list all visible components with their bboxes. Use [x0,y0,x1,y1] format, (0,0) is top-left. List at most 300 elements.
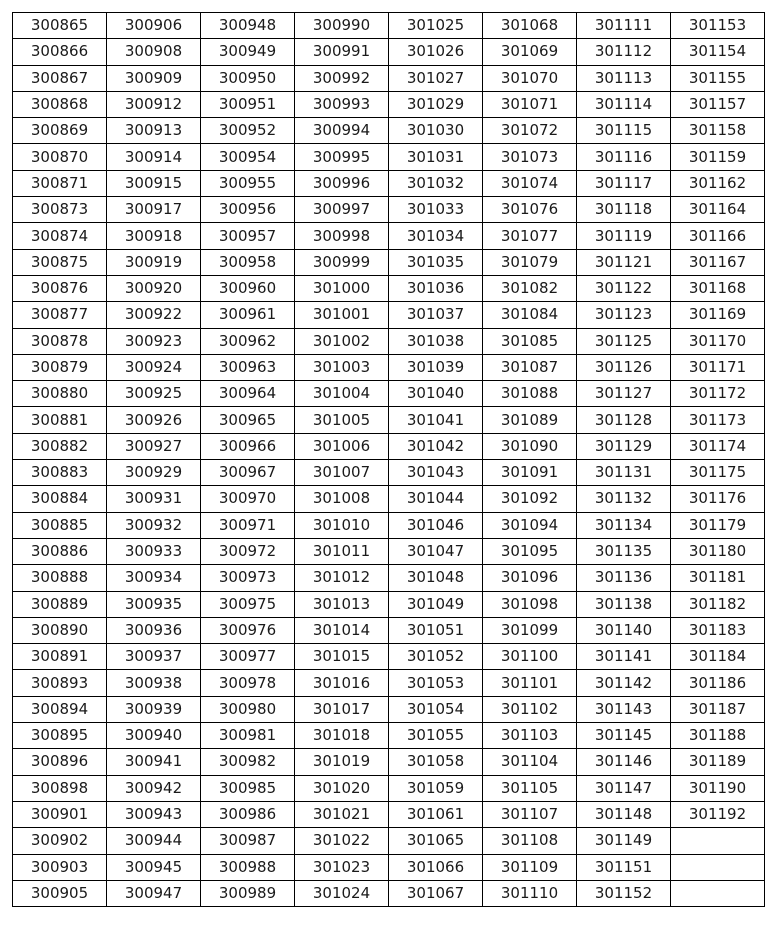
table-cell: 300915 [107,170,201,196]
table-cell: 300898 [13,775,107,801]
table-cell: 300903 [13,854,107,880]
table-cell: 300881 [13,407,107,433]
table-cell: 301116 [577,144,671,170]
table-cell: 300992 [295,65,389,91]
table-cell: 300891 [13,644,107,670]
table-row [13,118,765,144]
table-cell: 301039 [389,354,483,380]
table-cell: 300865 [13,13,107,39]
table-cell: 301061 [389,801,483,827]
table-row [13,302,765,328]
table-cell: 301108 [483,828,577,854]
table-cell: 301000 [295,275,389,301]
table-cell: 300878 [13,328,107,354]
table-cell: 301006 [295,433,389,459]
table-cell [671,854,765,880]
table-cell: 301109 [483,854,577,880]
table-cell: 300981 [201,723,295,749]
table-cell: 300949 [201,39,295,65]
table-row [13,91,765,117]
table-cell: 301192 [671,801,765,827]
table-cell: 300880 [13,381,107,407]
table-cell: 301088 [483,381,577,407]
table-cell: 301118 [577,197,671,223]
code-table-body [13,13,765,907]
table-cell: 300987 [201,828,295,854]
table-cell: 301123 [577,302,671,328]
table-cell: 301037 [389,302,483,328]
table-cell: 300927 [107,433,201,459]
table-cell: 300936 [107,617,201,643]
table-cell: 301171 [671,354,765,380]
table-cell: 301049 [389,591,483,617]
table-row [13,749,765,775]
table-cell: 301032 [389,170,483,196]
table-cell: 301099 [483,617,577,643]
table-cell: 301072 [483,118,577,144]
table-cell: 300932 [107,512,201,538]
table-cell: 300964 [201,381,295,407]
table-cell: 301129 [577,433,671,459]
table-cell: 301152 [577,880,671,906]
table-cell: 301089 [483,407,577,433]
table-cell: 300963 [201,354,295,380]
table-cell: 301011 [295,538,389,564]
table-cell: 300890 [13,617,107,643]
table-cell: 300894 [13,696,107,722]
table-cell: 301012 [295,565,389,591]
table-cell: 301153 [671,13,765,39]
table-cell: 300985 [201,775,295,801]
table-cell: 300990 [295,13,389,39]
table-row [13,512,765,538]
code-table [12,12,765,907]
table-cell: 301020 [295,775,389,801]
table-cell: 301036 [389,275,483,301]
table-cell: 300999 [295,249,389,275]
table-cell: 301184 [671,644,765,670]
table-cell: 301096 [483,565,577,591]
table-cell: 301111 [577,13,671,39]
table-cell: 301002 [295,328,389,354]
table-cell: 301046 [389,512,483,538]
table-cell: 300934 [107,565,201,591]
table-cell: 300888 [13,565,107,591]
table-cell: 300909 [107,65,201,91]
table-cell: 301176 [671,486,765,512]
table-cell: 301023 [295,854,389,880]
table-cell: 301090 [483,433,577,459]
table-cell: 300955 [201,170,295,196]
table-cell: 301022 [295,828,389,854]
table-cell [671,828,765,854]
table-cell: 301084 [483,302,577,328]
table-cell: 301140 [577,617,671,643]
table-cell: 301007 [295,460,389,486]
table-cell: 300980 [201,696,295,722]
table-cell: 300962 [201,328,295,354]
table-cell: 301125 [577,328,671,354]
table-cell: 301044 [389,486,483,512]
table-cell: 301102 [483,696,577,722]
table-cell: 300883 [13,460,107,486]
table-cell: 301067 [389,880,483,906]
table-cell: 301128 [577,407,671,433]
table-cell: 300994 [295,118,389,144]
table-cell: 301158 [671,118,765,144]
table-cell: 300914 [107,144,201,170]
table-row [13,249,765,275]
table-cell: 300885 [13,512,107,538]
table-cell: 300923 [107,328,201,354]
table-row [13,538,765,564]
table-cell: 301031 [389,144,483,170]
table-cell: 301085 [483,328,577,354]
table-cell: 300988 [201,854,295,880]
table-cell: 301113 [577,65,671,91]
table-cell: 301076 [483,197,577,223]
table-cell: 300896 [13,749,107,775]
table-cell: 301065 [389,828,483,854]
table-cell: 301168 [671,275,765,301]
table-cell: 300982 [201,749,295,775]
table-cell: 300950 [201,65,295,91]
table-cell: 301021 [295,801,389,827]
table-cell: 301167 [671,249,765,275]
table-cell: 301053 [389,670,483,696]
table-row [13,39,765,65]
table-cell: 300966 [201,433,295,459]
table-cell: 301135 [577,538,671,564]
table-cell: 300952 [201,118,295,144]
table-cell: 301017 [295,696,389,722]
table-cell: 301147 [577,775,671,801]
table-cell: 301027 [389,65,483,91]
table-cell: 300991 [295,39,389,65]
table-cell: 300976 [201,617,295,643]
table-cell: 301186 [671,670,765,696]
table-row [13,880,765,906]
table-row [13,486,765,512]
table-cell: 300925 [107,381,201,407]
table-cell: 301038 [389,328,483,354]
table-cell: 301025 [389,13,483,39]
table-cell: 300965 [201,407,295,433]
table-row [13,696,765,722]
table-cell: 300970 [201,486,295,512]
table-cell: 300978 [201,670,295,696]
table-row [13,170,765,196]
table-cell: 301019 [295,749,389,775]
table-row [13,354,765,380]
table-cell: 301059 [389,775,483,801]
table-cell: 300912 [107,91,201,117]
table-cell: 300905 [13,880,107,906]
table-cell: 300866 [13,39,107,65]
table-row [13,617,765,643]
table-cell: 300972 [201,538,295,564]
table-cell: 300895 [13,723,107,749]
table-cell: 301042 [389,433,483,459]
table-cell: 301029 [389,91,483,117]
table-cell: 300919 [107,249,201,275]
table-row [13,275,765,301]
table-cell: 301115 [577,118,671,144]
table-cell: 301070 [483,65,577,91]
table-cell: 301098 [483,591,577,617]
table-cell: 301119 [577,223,671,249]
table-cell: 301155 [671,65,765,91]
table-cell: 300924 [107,354,201,380]
table-cell: 301172 [671,381,765,407]
table-cell: 301141 [577,644,671,670]
table-cell: 300884 [13,486,107,512]
table-cell: 301058 [389,749,483,775]
table-cell: 300935 [107,591,201,617]
table-cell: 301052 [389,644,483,670]
table-cell: 301131 [577,460,671,486]
table-cell: 301157 [671,91,765,117]
table-cell: 301016 [295,670,389,696]
table-cell: 300996 [295,170,389,196]
table-cell: 300929 [107,460,201,486]
table-row [13,223,765,249]
table-row [13,144,765,170]
table-cell: 301122 [577,275,671,301]
table-cell: 301024 [295,880,389,906]
table-row [13,828,765,854]
table-cell: 300877 [13,302,107,328]
table-cell: 301004 [295,381,389,407]
table-cell: 301126 [577,354,671,380]
table-cell: 300944 [107,828,201,854]
table-cell: 300868 [13,91,107,117]
table-cell: 300869 [13,118,107,144]
table-cell: 301154 [671,39,765,65]
table-cell: 300901 [13,801,107,827]
table-cell: 300948 [201,13,295,39]
table-row [13,460,765,486]
table-cell: 300918 [107,223,201,249]
table-cell: 300951 [201,91,295,117]
table-cell: 300871 [13,170,107,196]
table-row [13,644,765,670]
table-cell: 300875 [13,249,107,275]
table-cell: 301094 [483,512,577,538]
table-cell: 300939 [107,696,201,722]
table-cell: 301166 [671,223,765,249]
table-cell: 301149 [577,828,671,854]
table-cell: 301068 [483,13,577,39]
table-row [13,591,765,617]
table-cell: 300908 [107,39,201,65]
table-cell: 301169 [671,302,765,328]
table-cell: 301074 [483,170,577,196]
table-cell: 301142 [577,670,671,696]
table-cell: 301127 [577,381,671,407]
table-cell: 301055 [389,723,483,749]
table-cell: 301066 [389,854,483,880]
table-row [13,854,765,880]
table-cell: 301100 [483,644,577,670]
table-cell: 300886 [13,538,107,564]
table-cell: 301079 [483,249,577,275]
table-cell: 300973 [201,565,295,591]
table-row [13,13,765,39]
table-cell: 300876 [13,275,107,301]
table-cell: 301121 [577,249,671,275]
table-cell: 300971 [201,512,295,538]
table-cell: 301008 [295,486,389,512]
table-row [13,433,765,459]
table-cell: 301035 [389,249,483,275]
table-cell: 301026 [389,39,483,65]
table-cell: 300942 [107,775,201,801]
table-cell: 300867 [13,65,107,91]
table-cell: 301091 [483,460,577,486]
table-cell: 300958 [201,249,295,275]
table-cell: 300954 [201,144,295,170]
table-cell: 301143 [577,696,671,722]
table-cell: 301077 [483,223,577,249]
table-cell: 301101 [483,670,577,696]
table-cell: 301114 [577,91,671,117]
table-cell: 300995 [295,144,389,170]
table-cell: 301043 [389,460,483,486]
table-cell: 301164 [671,197,765,223]
table-cell: 301071 [483,91,577,117]
table-cell: 300998 [295,223,389,249]
table-cell: 300889 [13,591,107,617]
table-cell: 301170 [671,328,765,354]
table-cell: 301188 [671,723,765,749]
table-cell: 301051 [389,617,483,643]
table-cell: 300943 [107,801,201,827]
table-cell: 301136 [577,565,671,591]
table-cell: 301087 [483,354,577,380]
table-row [13,565,765,591]
table-cell: 301014 [295,617,389,643]
table-row [13,381,765,407]
table-row [13,65,765,91]
table-cell: 300922 [107,302,201,328]
table-cell: 300945 [107,854,201,880]
table-cell: 300906 [107,13,201,39]
table-cell: 301151 [577,854,671,880]
table-cell: 301018 [295,723,389,749]
table-cell: 301054 [389,696,483,722]
table-cell: 301073 [483,144,577,170]
table-cell: 300937 [107,644,201,670]
table-cell: 301146 [577,749,671,775]
table-row [13,775,765,801]
table-cell: 301180 [671,538,765,564]
table-cell: 301005 [295,407,389,433]
table-cell: 301110 [483,880,577,906]
table-cell: 301003 [295,354,389,380]
table-cell: 300986 [201,801,295,827]
table-cell: 301041 [389,407,483,433]
table-cell: 300997 [295,197,389,223]
table-cell: 301047 [389,538,483,564]
table-cell: 301105 [483,775,577,801]
table-row [13,801,765,827]
table-cell: 300917 [107,197,201,223]
table-cell: 301174 [671,433,765,459]
table-cell: 301082 [483,275,577,301]
table-row [13,197,765,223]
table-cell: 300938 [107,670,201,696]
table-cell: 301173 [671,407,765,433]
table-cell: 301112 [577,39,671,65]
table-cell: 301179 [671,512,765,538]
table-cell: 301187 [671,696,765,722]
table-cell: 301182 [671,591,765,617]
table-cell: 300941 [107,749,201,775]
table-cell: 300933 [107,538,201,564]
table-cell: 300993 [295,91,389,117]
table-cell: 301117 [577,170,671,196]
table-cell: 301107 [483,801,577,827]
table-cell: 301132 [577,486,671,512]
table-row [13,407,765,433]
table-cell: 300879 [13,354,107,380]
table-cell: 301001 [295,302,389,328]
table-cell: 300956 [201,197,295,223]
table-cell: 300947 [107,880,201,906]
table-cell: 300931 [107,486,201,512]
table-cell: 300989 [201,880,295,906]
table-row [13,670,765,696]
table-cell: 301013 [295,591,389,617]
table-cell: 300893 [13,670,107,696]
table-cell: 300873 [13,197,107,223]
table-cell: 301134 [577,512,671,538]
table-cell: 301183 [671,617,765,643]
table-cell: 301092 [483,486,577,512]
table-cell: 301189 [671,749,765,775]
table-cell: 301162 [671,170,765,196]
table-cell: 300960 [201,275,295,301]
table-cell [671,880,765,906]
table-cell: 301033 [389,197,483,223]
table-cell: 300870 [13,144,107,170]
table-cell: 301159 [671,144,765,170]
table-row [13,328,765,354]
table-cell: 301069 [483,39,577,65]
table-cell: 301010 [295,512,389,538]
table-cell: 300975 [201,591,295,617]
table-cell: 301190 [671,775,765,801]
table-cell: 300940 [107,723,201,749]
table-row [13,723,765,749]
table-cell: 301015 [295,644,389,670]
table-cell: 300882 [13,433,107,459]
table-cell: 301048 [389,565,483,591]
table-cell: 300977 [201,644,295,670]
table-cell: 301148 [577,801,671,827]
table-cell: 301030 [389,118,483,144]
table-cell: 300874 [13,223,107,249]
table-cell: 300902 [13,828,107,854]
table-cell: 301138 [577,591,671,617]
table-cell: 300920 [107,275,201,301]
table-cell: 301104 [483,749,577,775]
table-cell: 300967 [201,460,295,486]
table-cell: 301040 [389,381,483,407]
table-cell: 301095 [483,538,577,564]
table-cell: 300961 [201,302,295,328]
